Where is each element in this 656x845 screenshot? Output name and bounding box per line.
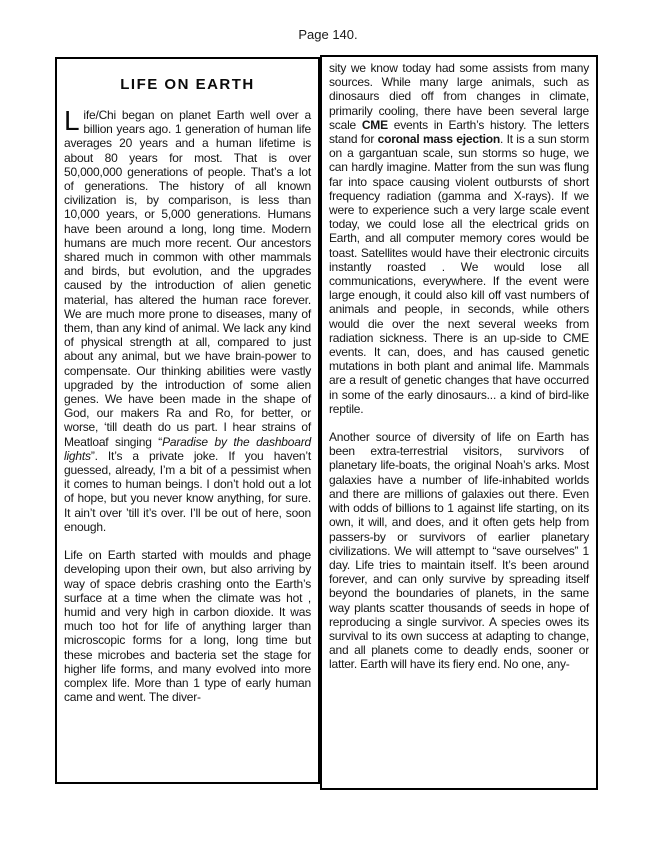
right-column: [320, 55, 598, 790]
paragraph-life-chi-text: ife/Chi began on planet Earth well over a billion years ago. 1 generation of human life averages 20 years and a human lifetime is about 80 years for most. That is over 50,000,000 generations of people. That’s a lot of generations. The history of all known civilization is, by comparison, is less than 10,000 years, or 5,000 generations. Humans have been around a long, long time. Modern humans are much more recent. Our ancestors shared much in common with other mammals and birds, but evolution, and the upgrades caused by the introduction of alien genetic material, has altered the human race forever. We are much more prone to diseases, many of them, than any kind of animal. We lack any kind of physical strength at all, compared to just about any animal, but we have brain-power to compensate. Our thinking abilities were vastly upgraded by the introduction of some alien genes. We have been made in the shape of God, our makers Ra and Ro, for better, or worse, ‘till death do us part. I hear strains of Meatloaf singing “Paradise by the dashboard lights”. It’s a private joke. If you haven’t guessed, already, I’m a bit of a pessimist when it comes to human beings. I don’t hold out a lot of hope, but you never know anything, for sure. It ain’t over ’till it’s over. I’ll be out of here, soon enough.: [64, 108, 311, 534]
left-column: [55, 57, 320, 784]
paragraph-another-source: Another source of diversity of life on Earth has been extra-terrestrial visitors, survivors of planetary life-boats, the original Noah’s arks. Most galaxies have a number of life-inhabited worlds and there are millions of galaxies out there. Even with odds of billions to 1 against life starting, on its own, it will, and does, and it often gets help from passers-by or survivors of earlier planetary civilizations. We will attempt to “save ourselves” 1 day. Life tries to maintain itself. It’s been around forever, and can only survive by spreading itself beyond the boundaries of planets, in the same way plants scatter thousands of seeds in hope of reproducing a single survivor. A species owes its survival to its own success at adapting to change, and all planets come to deadly ends, sooner or latter. Earth will have its fiery end. No one, any-: [329, 430, 589, 672]
paragraph-life-chi: [64, 105, 311, 534]
article-title: LIFE ON EARTH: [120, 76, 255, 93]
paragraph-life-started: Life on Earth started with moulds and phage developing upon their own, but also arriving by way of space debris crashing onto the Earth’s surface at a time when the climate was hot , humid and very high in carbon dioxide. It was much too hot for life of anything larger than microscopic forms for a long, long time but these microbes and bacteria set the stage for higher life forms, and many evolved into more complex life. More than 1 type of early human came and went. The diver-: [64, 548, 311, 705]
drop-cap: L: [64, 105, 80, 136]
page-number: Page 140.: [298, 27, 358, 42]
paragraph-cme: sity we know today had some assists from many sources. While many large animals, such as dinosaurs died off from changes in climate, primarily cooling, there have been several large scale CME events in Earth’s history. The letters stand for coronal mass ejection. It is a sun storm on a gargantuan scale, sun storms so huge, we can hardly imagine. Matter from the sun was flung far into space causing violent outbursts of short frequency radiation (gamma and X-rays). If we were to experience such a very large scale event today, we could lose all the electrical grids on Earth, and all computer memory cores would be toast. Satellites would have their electronic circuits instantly roasted . We would lose all communications, everywhere. If the event were large enough, it could also kill off vast numbers of animals and people, in seconds, while others would die over the next several weeks from radiation sickness. There is an up-side to CME events. It can, does, and has caused genetic mutations in both plant and animal life. Mammals are a result of genetic changes that have occurred in some of the early dinosaurs... a kind of bird-like reptile.: [329, 61, 589, 416]
